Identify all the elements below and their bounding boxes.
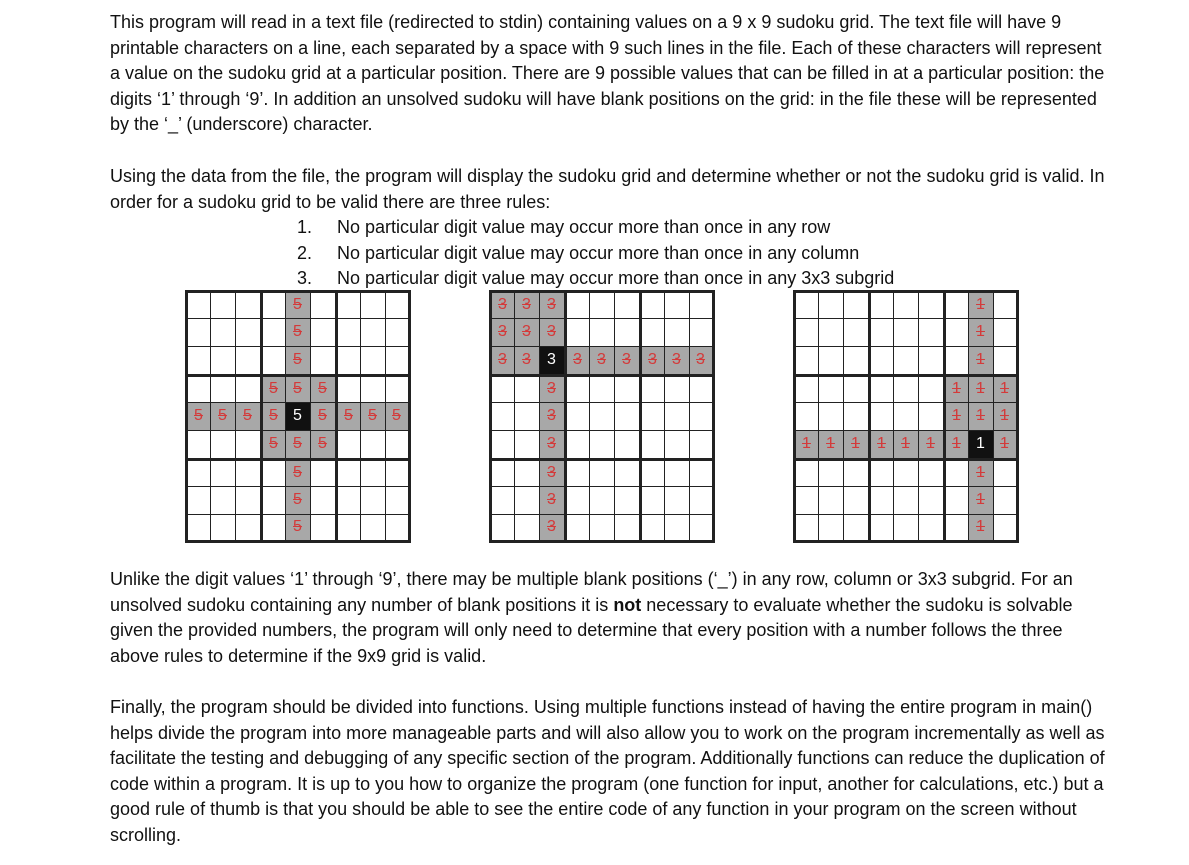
grid-cell-empty — [893, 374, 919, 403]
grid-cell-conflict-digit: 1 — [893, 430, 919, 459]
grid-cell-empty — [943, 346, 969, 375]
grid-cell-empty — [564, 318, 590, 347]
rules-list — [297, 215, 894, 292]
grid-cell-empty — [589, 290, 615, 319]
grid-cell-empty — [664, 374, 690, 403]
grid-cell-conflict-digit: 3 — [614, 346, 640, 375]
grid-cell-conflict-digit: 3 — [539, 486, 565, 515]
grid-cell-empty — [843, 346, 869, 375]
grid-cell-empty — [868, 374, 894, 403]
sudoku-grid-edge-example — [793, 290, 1018, 542]
grid-cell-empty — [918, 402, 944, 431]
grid-cell-conflict-digit: 1 — [968, 374, 994, 403]
grid-cell-empty — [235, 514, 261, 543]
grid-cell-conflict-digit: 5 — [260, 402, 286, 431]
grid-cell-empty — [210, 486, 236, 515]
grid-cell-empty — [639, 430, 665, 459]
grid-cell-conflict-digit: 1 — [968, 318, 994, 347]
grid-cell-empty — [514, 430, 540, 459]
grid-cell-empty — [235, 458, 261, 487]
rule-text: No particular digit value may occur more than once in any column — [337, 242, 860, 263]
grid-cell-empty — [664, 318, 690, 347]
grid-cell-conflict-digit: 5 — [260, 374, 286, 403]
grid-cell-empty — [843, 458, 869, 487]
grid-cell-empty — [514, 486, 540, 515]
grid-cell-conflict-digit: 3 — [539, 402, 565, 431]
grid-cell-conflict-digit: 1 — [968, 514, 994, 543]
functions-paragraph: Finally, the program should be divided into functions. Using multiple functions instead of having the entire program in main() helps divide the program into more manageable parts and will also allow you to work on the program incrementally as well as facilitate the testing and debugging of any specific section of the program. Additionally functions can reduce the duplication of code within a program. It is up to you how to organize the program (one function for input, another for calculations, etc.) but a good rule of thumb is that you should be able to see the entire code of any function in your program on the screen without scrolling. — [110, 697, 1105, 845]
grid-cell-empty — [335, 486, 361, 515]
grid-cell-conflict-digit: 5 — [285, 290, 311, 319]
grid-cell-empty — [210, 318, 236, 347]
grid-cell-empty — [360, 290, 386, 319]
grid-cell-empty — [689, 486, 715, 515]
grid-cell-conflict-digit: 5 — [235, 402, 261, 431]
grid-cell-conflict-digit: 3 — [539, 514, 565, 543]
grid-cell-empty — [664, 486, 690, 515]
grid-cell-empty — [818, 290, 844, 319]
grid-cell-empty — [489, 514, 515, 543]
grid-cell-empty — [310, 290, 336, 319]
grid-cell-empty — [589, 514, 615, 543]
grid-cell-empty — [310, 486, 336, 515]
grid-cell-empty — [210, 458, 236, 487]
grid-cell-empty — [589, 430, 615, 459]
grid-cell-empty — [310, 458, 336, 487]
grid-cell-empty — [489, 458, 515, 487]
grid-cell-conflict-digit: 1 — [843, 430, 869, 459]
grid-cell-empty — [943, 318, 969, 347]
grid-cell-empty — [310, 346, 336, 375]
grid-cell-empty — [818, 458, 844, 487]
grid-cell-conflict-digit: 1 — [968, 290, 994, 319]
grid-cell-given-digit: 1 — [968, 430, 994, 459]
grid-cell-empty — [614, 486, 640, 515]
grid-cell-empty — [335, 290, 361, 319]
grid-cell-empty — [664, 458, 690, 487]
paragraph-text: Unlike the digit values ‘1’ through ‘9’, there may be multiple blank positions (‘_’) in any row, column or 3x3 subgrid. For an unsolved sudoku containing any number of blank positions it is — [110, 569, 1073, 615]
grid-cell-empty — [868, 346, 894, 375]
rule-item — [297, 241, 894, 267]
grid-cell-empty — [639, 486, 665, 515]
grid-cell-empty — [564, 430, 590, 459]
grid-cell-empty — [589, 402, 615, 431]
grid-cell-conflict-digit: 3 — [514, 346, 540, 375]
grid-cell-conflict-digit: 5 — [385, 402, 411, 431]
grid-cell-empty — [360, 486, 386, 515]
grid-cell-conflict-digit: 1 — [793, 430, 819, 459]
grid-cell-empty — [843, 374, 869, 403]
grid-cell-conflict-digit: 1 — [818, 430, 844, 459]
grid-cell-empty — [918, 374, 944, 403]
grid-cell-empty — [993, 318, 1019, 347]
grid-cell-conflict-digit: 3 — [589, 346, 615, 375]
grid-cell-empty — [360, 514, 386, 543]
grid-cell-empty — [185, 346, 211, 375]
grid-cell-conflict-digit: 1 — [993, 402, 1019, 431]
grid-cell-conflict-digit: 1 — [868, 430, 894, 459]
grid-cell-empty — [360, 374, 386, 403]
grid-cell-empty — [185, 514, 211, 543]
grid-cell-empty — [639, 514, 665, 543]
grid-cell-empty — [335, 374, 361, 403]
grid-cell-empty — [335, 514, 361, 543]
grid-cell-empty — [943, 458, 969, 487]
grid-cell-empty — [235, 318, 261, 347]
grid-cell-empty — [614, 318, 640, 347]
grid-cell-empty — [589, 458, 615, 487]
grid-cell-empty — [260, 458, 286, 487]
grid-cell-empty — [260, 346, 286, 375]
grid-cell-empty — [185, 374, 211, 403]
grid-cell-empty — [843, 486, 869, 515]
grid-cell-empty — [489, 402, 515, 431]
grid-cell-empty — [793, 346, 819, 375]
grid-cell-empty — [818, 486, 844, 515]
grid-cell-empty — [564, 290, 590, 319]
grid-cell-empty — [335, 458, 361, 487]
grid-cell-conflict-digit: 5 — [210, 402, 236, 431]
grid-cell-empty — [185, 486, 211, 515]
grid-cell-empty — [664, 514, 690, 543]
grid-cell-empty — [893, 346, 919, 375]
rules-intro-paragraph: Using the data from the file, the program will display the sudoku grid and determine whether or not the sudoku grid is valid. In order for a sudoku grid to be valid there are three rules: — [110, 166, 1105, 212]
grid-cell-empty — [843, 402, 869, 431]
grid-cell-empty — [589, 374, 615, 403]
grid-cell-empty — [235, 430, 261, 459]
grid-cell-empty — [385, 374, 411, 403]
grid-cell-conflict-digit: 3 — [639, 346, 665, 375]
emphasis-text: not — [613, 594, 642, 615]
grid-cell-empty — [260, 290, 286, 319]
grid-cell-conflict-digit: 5 — [285, 318, 311, 347]
grid-cell-empty — [210, 346, 236, 375]
grid-cell-empty — [918, 346, 944, 375]
grid-cell-empty — [514, 514, 540, 543]
grid-cell-empty — [235, 374, 261, 403]
grid-cell-conflict-digit: 5 — [185, 402, 211, 431]
rule-text: No particular digit value may occur more than once in any row — [337, 217, 831, 237]
rule-item — [297, 215, 894, 241]
grid-cell-conflict-digit: 3 — [539, 374, 565, 403]
grid-cell-empty — [310, 514, 336, 543]
sudoku-grid-row-column-example — [185, 290, 410, 542]
grid-cell-empty — [210, 374, 236, 403]
grid-cell-conflict-digit: 1 — [968, 346, 994, 375]
grid-cell-empty — [489, 374, 515, 403]
grid-cell-empty — [843, 318, 869, 347]
grid-cell-empty — [385, 514, 411, 543]
paragraph-text: necessary to evaluate whether the sudoku is solvable given the provided numbers, the program will only need to determine that every position with a number follows the three above rules to determine if the 9x9 grid is valid. — [110, 594, 1073, 666]
rule-number: 1. — [297, 217, 313, 237]
grid-cell-empty — [360, 346, 386, 375]
grid-cell-conflict-digit: 3 — [489, 290, 515, 319]
grid-cell-empty — [818, 318, 844, 347]
grid-cell-empty — [664, 290, 690, 319]
grid-cell-empty — [235, 486, 261, 515]
grid-cell-empty — [385, 486, 411, 515]
grid-cell-conflict-digit: 1 — [993, 430, 1019, 459]
grid-cell-conflict-digit: 1 — [943, 374, 969, 403]
grid-cell-conflict-digit: 1 — [968, 402, 994, 431]
grid-cell-empty — [564, 458, 590, 487]
grid-cell-empty — [893, 318, 919, 347]
grid-cell-empty — [918, 290, 944, 319]
grid-cell-empty — [639, 290, 665, 319]
grid-cell-empty — [664, 430, 690, 459]
intro-paragraph: This program will read in a text file (redirected to stdin) containing values on a 9 x 9 sudoku grid. The text file will have 9 printable characters on a line, each separated by a space with 9 such lines in the file. Each of these characters will represent a value on the sudoku grid at a particular position. There are 9 possible values that can be filled in at a particular position: the digits ‘1’ through ‘9’. In addition an unsolved sudoku will have blank positions on the grid: in the file these will be represented by the ‘_’ (underscore) character. — [110, 12, 1105, 135]
grid-cell-empty — [614, 458, 640, 487]
grid-cell-empty — [689, 458, 715, 487]
grid-cell-empty — [868, 514, 894, 543]
grid-cell-conflict-digit: 1 — [918, 430, 944, 459]
grid-cell-empty — [385, 290, 411, 319]
grid-cell-conflict-digit: 5 — [285, 486, 311, 515]
grid-cell-conflict-digit: 5 — [285, 458, 311, 487]
grid-cell-empty — [868, 458, 894, 487]
grid-cell-empty — [793, 290, 819, 319]
grid-cell-conflict-digit: 5 — [285, 514, 311, 543]
grid-cell-empty — [614, 374, 640, 403]
grid-cell-empty — [818, 514, 844, 543]
grid-cell-empty — [210, 514, 236, 543]
grid-cell-empty — [689, 318, 715, 347]
grid-cell-empty — [335, 430, 361, 459]
grid-cell-empty — [589, 318, 615, 347]
grid-cell-empty — [489, 430, 515, 459]
grid-cell-empty — [185, 458, 211, 487]
grid-cell-empty — [893, 402, 919, 431]
grid-cell-empty — [993, 486, 1019, 515]
grid-cell-empty — [489, 486, 515, 515]
grid-cell-empty — [918, 486, 944, 515]
blank-positions-paragraph — [110, 567, 1110, 669]
grid-cell-empty — [843, 514, 869, 543]
grid-cell-empty — [893, 486, 919, 515]
grid-cell-empty — [893, 514, 919, 543]
grid-cell-empty — [689, 402, 715, 431]
grid-cell-conflict-digit: 5 — [310, 402, 336, 431]
grid-cell-empty — [868, 402, 894, 431]
grid-cell-conflict-digit: 1 — [993, 374, 1019, 403]
grid-cell-conflict-digit: 3 — [689, 346, 715, 375]
grid-cell-empty — [943, 290, 969, 319]
grid-cell-conflict-digit: 5 — [335, 402, 361, 431]
grid-cell-empty — [993, 346, 1019, 375]
grid-cell-empty — [185, 430, 211, 459]
grid-cell-empty — [360, 458, 386, 487]
grid-cell-empty — [385, 430, 411, 459]
grid-cell-empty — [993, 514, 1019, 543]
grid-cell-empty — [514, 374, 540, 403]
rule-item — [297, 266, 894, 292]
grid-cell-empty — [310, 318, 336, 347]
grid-cell-conflict-digit: 3 — [539, 430, 565, 459]
grid-cell-given-digit: 3 — [539, 346, 565, 375]
grid-cell-conflict-digit: 5 — [310, 430, 336, 459]
grid-cell-empty — [918, 514, 944, 543]
grid-cell-empty — [868, 486, 894, 515]
grid-cell-empty — [385, 458, 411, 487]
grid-cell-empty — [185, 318, 211, 347]
grid-cell-conflict-digit: 3 — [539, 318, 565, 347]
grid-cell-empty — [639, 458, 665, 487]
grid-cell-empty — [639, 318, 665, 347]
grid-cell-empty — [589, 486, 615, 515]
grid-cell-empty — [564, 486, 590, 515]
grid-cell-empty — [893, 458, 919, 487]
grid-cell-empty — [793, 514, 819, 543]
grid-cell-conflict-digit: 5 — [285, 374, 311, 403]
grid-cell-empty — [843, 290, 869, 319]
grid-cell-empty — [614, 430, 640, 459]
grid-cell-empty — [385, 318, 411, 347]
rule-text: No particular digit value may occur more than once in any 3x3 subgrid — [337, 268, 895, 289]
grid-cell-empty — [793, 374, 819, 403]
grid-cell-conflict-digit: 5 — [285, 346, 311, 375]
grid-cell-empty — [818, 402, 844, 431]
grid-cell-empty — [918, 318, 944, 347]
grid-cell-conflict-digit: 3 — [539, 290, 565, 319]
grid-cell-empty — [360, 318, 386, 347]
grid-cell-conflict-digit: 1 — [968, 486, 994, 515]
grid-cell-conflict-digit: 5 — [360, 402, 386, 431]
grid-cell-empty — [185, 290, 211, 319]
grid-cell-empty — [564, 514, 590, 543]
grid-cell-conflict-digit: 3 — [489, 346, 515, 375]
grid-cell-conflict-digit: 1 — [943, 430, 969, 459]
sudoku-grid-subgrid-example — [489, 290, 714, 542]
grid-cell-empty — [335, 318, 361, 347]
grid-cell-empty — [639, 402, 665, 431]
grid-cell-conflict-digit: 5 — [260, 430, 286, 459]
rule-number: 2. — [297, 242, 313, 263]
grid-cell-empty — [260, 486, 286, 515]
grid-cell-empty — [335, 346, 361, 375]
grid-cell-empty — [793, 318, 819, 347]
grid-cell-empty — [793, 458, 819, 487]
grid-cell-empty — [793, 402, 819, 431]
grid-cell-empty — [614, 402, 640, 431]
grid-cell-empty — [943, 514, 969, 543]
grid-cell-conflict-digit: 1 — [968, 458, 994, 487]
grid-cell-empty — [614, 514, 640, 543]
grid-cell-conflict-digit: 5 — [310, 374, 336, 403]
grid-cell-conflict-digit: 5 — [285, 430, 311, 459]
grid-cell-empty — [210, 430, 236, 459]
grid-cell-empty — [793, 486, 819, 515]
grid-cell-given-digit: 5 — [285, 402, 311, 431]
grid-cell-empty — [943, 486, 969, 515]
grid-cell-empty — [689, 514, 715, 543]
grid-cell-empty — [385, 346, 411, 375]
grid-cell-empty — [689, 374, 715, 403]
grid-cell-empty — [689, 290, 715, 319]
grid-cell-empty — [689, 430, 715, 459]
grid-cell-empty — [639, 374, 665, 403]
grid-cell-conflict-digit: 3 — [489, 318, 515, 347]
grid-cell-empty — [564, 374, 590, 403]
grid-cell-empty — [868, 290, 894, 319]
grid-cell-empty — [260, 318, 286, 347]
rule-number: 3. — [297, 268, 313, 289]
grid-cell-empty — [993, 290, 1019, 319]
grid-cell-empty — [210, 290, 236, 319]
grid-cell-empty — [564, 402, 590, 431]
grid-cell-empty — [235, 290, 261, 319]
grid-cell-empty — [664, 402, 690, 431]
grid-cell-empty — [360, 430, 386, 459]
grid-cell-conflict-digit: 3 — [514, 318, 540, 347]
grid-cell-conflict-digit: 1 — [943, 402, 969, 431]
grid-cell-empty — [514, 402, 540, 431]
grid-cell-empty — [235, 346, 261, 375]
grid-cell-conflict-digit: 3 — [564, 346, 590, 375]
grid-cell-empty — [614, 290, 640, 319]
grid-cell-conflict-digit: 3 — [514, 290, 540, 319]
grid-cell-empty — [993, 458, 1019, 487]
grid-cell-conflict-digit: 3 — [539, 458, 565, 487]
grid-cell-empty — [818, 374, 844, 403]
grid-cell-empty — [818, 346, 844, 375]
grid-cell-conflict-digit: 3 — [664, 346, 690, 375]
grid-cell-empty — [514, 458, 540, 487]
grid-cell-empty — [868, 318, 894, 347]
grid-cell-empty — [260, 514, 286, 543]
grid-cell-empty — [893, 290, 919, 319]
grid-cell-empty — [918, 458, 944, 487]
